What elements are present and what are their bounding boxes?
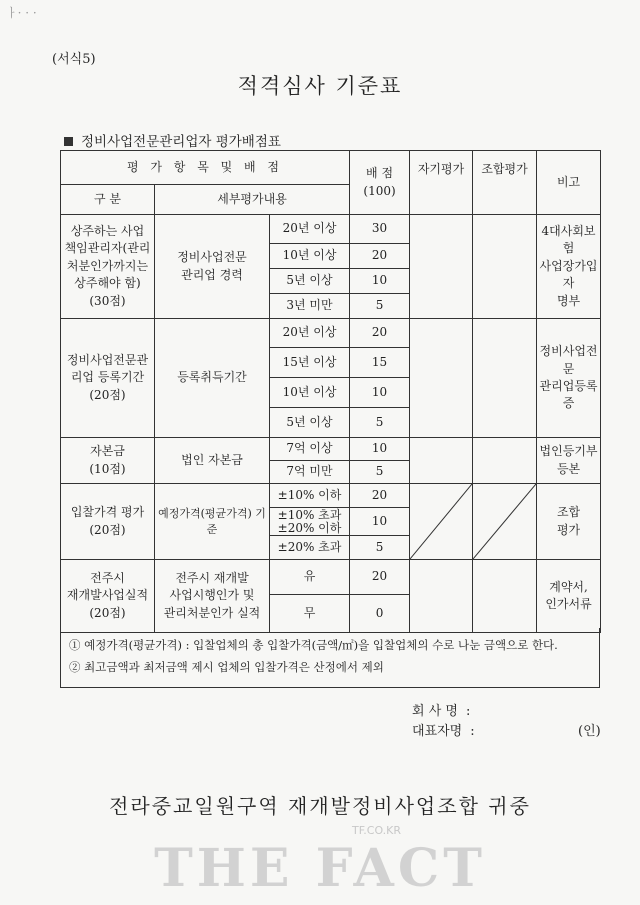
addressee: 전라중교일원구역 재개발정비사업조합 귀중 xyxy=(109,794,531,818)
score-cell: 0 xyxy=(350,595,410,633)
subtitle-text: 정비사업전문관리업자 평가배점표 xyxy=(81,134,281,150)
score-cell: 5 xyxy=(350,461,410,484)
category-cell: 자본금 (10점) xyxy=(61,438,155,484)
company-label: 회 사 명 xyxy=(412,704,458,719)
score-cell: 15 xyxy=(350,348,410,378)
remark-cell: 법인등기부 등본 xyxy=(537,438,601,484)
score-cell: 20 xyxy=(350,319,410,348)
score-cell: 5 xyxy=(350,536,410,560)
remark-cell: 계약서, 인가서류 xyxy=(537,560,601,633)
header-score: 배 점 (100) xyxy=(350,151,410,215)
union-eval-cell[interactable] xyxy=(473,560,537,633)
union-eval-cell[interactable] xyxy=(473,215,537,319)
table-row xyxy=(61,215,601,244)
union-eval-cell[interactable] xyxy=(473,319,537,438)
detail-cell: 전주시 재개발 사업시행인가 및 관리처분인가 실적 xyxy=(155,560,270,633)
table-row xyxy=(61,438,601,461)
category-cell: 상주하는 사업 책임관리자(관리 처분인가까지는 상주해야 함) (30점) xyxy=(61,215,155,319)
union-eval-cell[interactable] xyxy=(473,438,537,484)
criterion-cell: 7억 이상 xyxy=(270,438,350,461)
diagonal-slash-icon xyxy=(410,484,472,559)
header-detail: 세부평가내용 xyxy=(155,185,350,215)
criterion-cell: 7억 미만 xyxy=(270,461,350,484)
page-title: 적격심사 기준표 xyxy=(237,74,403,98)
header-remarks: 비고 xyxy=(537,151,601,215)
representative-label: 대표자명 xyxy=(412,724,463,739)
criterion-cell: 무 xyxy=(270,595,350,633)
header-self-eval: 자기평가 xyxy=(410,151,473,215)
score-cell: 10 xyxy=(350,378,410,408)
self-eval-cell-crossed xyxy=(410,484,473,560)
score-cell: 10 xyxy=(350,508,410,536)
criterion-cell: ±10% 초과 ±20% 이하 xyxy=(270,508,350,536)
category-cell: 정비사업전문관 리업 등록기간 (20점) xyxy=(61,319,155,438)
criterion-cell: 10년 이상 xyxy=(270,244,350,269)
score-cell: 20 xyxy=(350,484,410,508)
score-cell: 5 xyxy=(350,294,410,319)
score-cell: 20 xyxy=(350,244,410,269)
representative-line xyxy=(412,720,475,739)
self-eval-cell[interactable] xyxy=(410,560,473,633)
criterion-cell: 15년 이상 xyxy=(270,348,350,378)
subtitle xyxy=(64,130,281,150)
score-cell: 10 xyxy=(350,438,410,461)
self-eval-cell[interactable] xyxy=(410,319,473,438)
detail-cell: 등록취득기간 xyxy=(155,319,270,438)
seal-mark: (인) xyxy=(578,724,601,739)
colon: : xyxy=(470,724,475,739)
criterion-cell: 10년 이상 xyxy=(270,378,350,408)
header-row xyxy=(61,151,601,185)
diagonal-slash-icon xyxy=(473,484,536,559)
header-union-eval: 조합평가 xyxy=(473,151,537,215)
criterion-cell: 3년 미만 xyxy=(270,294,350,319)
criterion-cell: 5년 이상 xyxy=(270,408,350,438)
note-1: ① 예정가격(평균가격) : 입찰업체의 총 입찰가격(금액/㎡)을 입찰업체의 수로 나눈 금액으로 한다. xyxy=(69,638,558,652)
self-eval-cell[interactable] xyxy=(410,438,473,484)
criterion-cell: 20년 이상 xyxy=(270,319,350,348)
score-cell: 10 xyxy=(350,269,410,294)
form-number: (서식5) xyxy=(52,52,96,67)
detail-cell: 법인 자본금 xyxy=(155,438,270,484)
note-2: ② 최고금액과 최저금액 제시 업체의 입찰가격은 산정에서 제외 xyxy=(69,660,384,674)
header-category: 구 분 xyxy=(61,185,155,215)
criterion-cell: 유 xyxy=(270,560,350,595)
score-cell: 30 xyxy=(350,215,410,244)
square-bullet-icon xyxy=(64,137,73,146)
criterion-cell: ±10% 이하 xyxy=(270,484,350,508)
remark-cell: 조합 평가 xyxy=(537,484,601,560)
detail-cell: 예정가격(평균가격) 기준 xyxy=(155,484,270,560)
colon: : xyxy=(465,704,471,719)
notes-box xyxy=(60,628,600,688)
header-eval-items: 평 가 항 목 및 배 점 xyxy=(61,151,350,185)
union-eval-cell-crossed xyxy=(473,484,537,560)
detail-cell: 정비사업전문 관리업 경력 xyxy=(155,215,270,319)
criterion-cell: 5년 이상 xyxy=(270,269,350,294)
self-eval-cell[interactable] xyxy=(410,215,473,319)
watermark-small: TF.CO.KR xyxy=(352,824,402,837)
table-row xyxy=(61,560,601,595)
table-row xyxy=(61,484,601,508)
category-cell: 전주시 재개발사업실적 (20점) xyxy=(61,560,155,633)
scan-mark: ㅏ· · · xyxy=(6,6,37,20)
criterion-cell: ±20% 초과 xyxy=(270,536,350,560)
remark-cell: 4대사회보험 사업장가입자 명부 xyxy=(537,215,601,319)
remark-cell: 정비사업전문 관리업등록증 xyxy=(537,319,601,438)
company-name-line xyxy=(412,700,470,719)
criterion-cell: 20년 이상 xyxy=(270,215,350,244)
score-cell: 5 xyxy=(350,408,410,438)
score-cell: 20 xyxy=(350,560,410,595)
evaluation-table xyxy=(60,150,601,633)
category-cell: 입찰가격 평가 (20점) xyxy=(61,484,155,560)
table-row xyxy=(61,319,601,348)
watermark-logo: THE FACT xyxy=(154,838,486,899)
